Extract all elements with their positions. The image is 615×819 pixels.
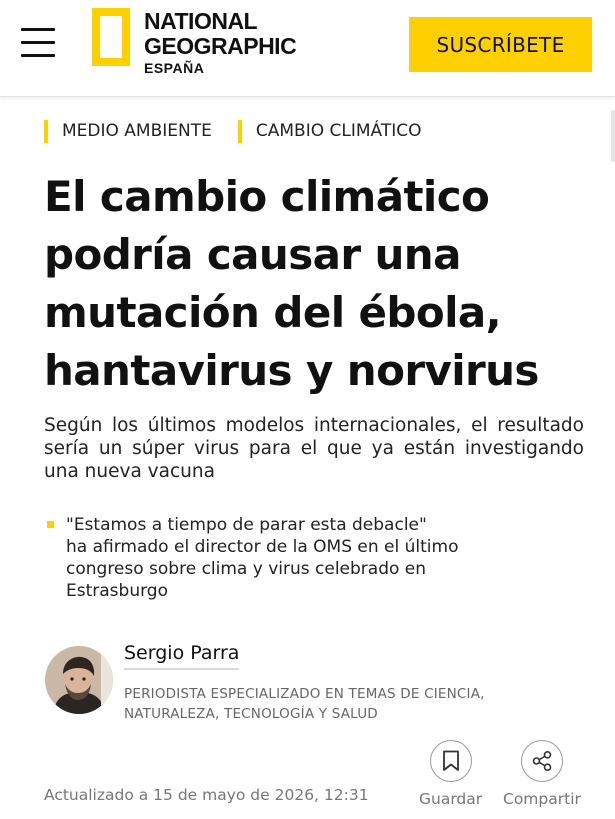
headline-line: mutación del ébola, — [44, 288, 502, 337]
author-avatar[interactable] — [45, 646, 113, 714]
updated-timestamp: Actualizado a 15 de mayo de 2026, 12:31 — [44, 786, 369, 804]
category-breadcrumb — [44, 118, 447, 144]
menu-line — [21, 41, 55, 44]
category-label: MEDIO AMBIENTE — [62, 121, 212, 141]
article-headline — [44, 168, 604, 400]
headline-line: El cambio climático — [44, 172, 490, 221]
category-marker — [44, 120, 48, 143]
author-role — [124, 684, 564, 724]
quote-line: congreso sobre clima y virus celebrado en — [66, 559, 427, 579]
share-icon — [531, 750, 553, 772]
share-button[interactable] — [503, 740, 581, 808]
logo-line-1: NATIONAL — [144, 8, 258, 34]
subscribe-button[interactable]: SUSCRÍBETE — [409, 17, 592, 72]
author-role-line: PERIODISTA ESPECIALIZADO EN TEMAS DE CIENCIA, — [124, 686, 485, 702]
author-role-line: NATURALEZA, TECNOLOGÍA Y SALUD — [124, 706, 378, 722]
article-subtitle: Según los últimos modelos internacionales, el resultado sería un súper virus para el que ya están investigando una nueva vacuna — [44, 415, 584, 482]
bookmark-icon — [442, 750, 460, 772]
logo-line-3: ESPAÑA — [144, 60, 205, 76]
quote-line: "Estamos a tiempo de parar esta debacle" — [66, 515, 427, 535]
quote-line: ha afirmado el director de la OMS en el último — [66, 537, 459, 557]
natgeo-logo[interactable] — [92, 6, 312, 86]
hamburger-menu-icon[interactable] — [21, 26, 55, 60]
article-highlight-quote — [66, 514, 536, 602]
headline-line: podría causar una — [44, 230, 461, 279]
menu-line — [21, 28, 55, 31]
category-link-medio-ambiente[interactable] — [44, 120, 212, 143]
category-link-cambio-climatico[interactable] — [238, 120, 422, 143]
save-button[interactable] — [419, 740, 482, 808]
share-icon-circle — [521, 740, 563, 782]
quote-line: Estrasburgo — [66, 581, 168, 601]
logo-line-2: GEOGRAPHIC — [144, 33, 297, 59]
headline-line: hantavirus y norvirus — [44, 346, 539, 395]
save-icon-circle — [430, 740, 472, 782]
site-header — [0, 0, 615, 97]
category-marker — [238, 120, 242, 143]
menu-line — [21, 54, 55, 57]
scrollbar[interactable] — [611, 110, 615, 162]
quote-bullet-icon — [47, 521, 54, 528]
category-label: CAMBIO CLIMÁTICO — [255, 121, 422, 141]
author-name-link[interactable]: Sergio Parra — [124, 642, 239, 670]
logo-wordmark — [144, 10, 296, 75]
yellow-frame-icon — [92, 8, 130, 66]
share-label: Compartir — [503, 790, 581, 808]
save-label: Guardar — [419, 790, 483, 808]
author-photo — [45, 646, 113, 714]
